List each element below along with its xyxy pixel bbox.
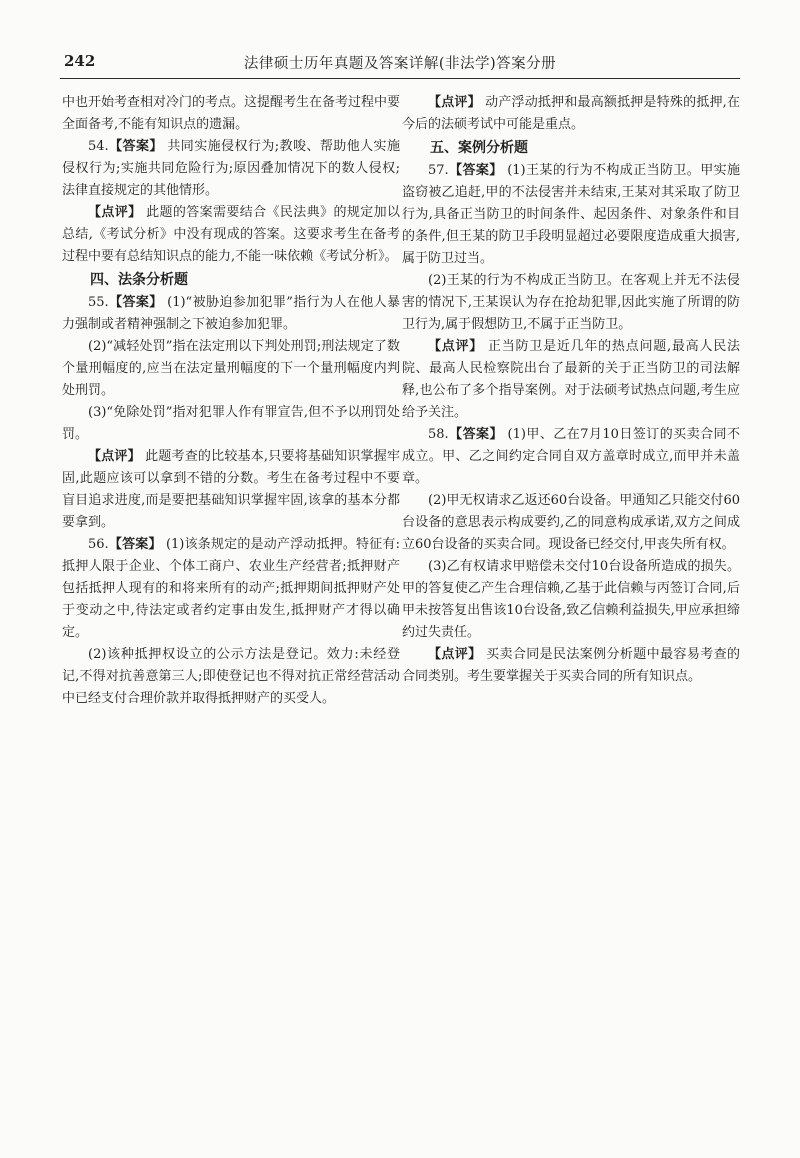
answer-54	[62, 136, 400, 202]
section-title-5: 五、案例分析题	[430, 140, 528, 156]
comment-text: 此题的答案需要结合《民法典》的规定加以总结,《考试分析》中没有现成的答案。这要求考生在备考过程中要有总结知识点的能力,不能一味依赖《考试分析》。	[62, 205, 400, 264]
header-rule	[60, 78, 740, 79]
left-column	[62, 92, 400, 710]
answer-tag: 【答案】	[108, 537, 162, 552]
answer-tag: 【答案】	[448, 163, 503, 178]
comment-tag: 【点评】	[428, 339, 484, 354]
answer-57	[402, 160, 740, 270]
answer-56-part-2: (2)该种抵押权设立的公示方法是登记。效力:未经登记,不得对抗善意第三人;即使登记也不得对抗正常经营活动中已经支付合理价款并取得抵押财产的买受人。	[62, 647, 400, 706]
question-number: 57.	[428, 163, 449, 178]
answer-58	[402, 424, 740, 490]
comment-text: 此题考查的比较基本,只要将基础知识掌握牢固,此题应该可以拿到不错的分数。考生在备考过程中不要盲目追求进度,而是要把基础知识掌握牢固,该拿的基本分都要拿到。	[62, 449, 400, 530]
comment-56	[402, 92, 740, 136]
question-number: 54.	[88, 139, 109, 154]
question-number: 56.	[88, 537, 109, 552]
running-title: 法律硕士历年真题及答案详解(非法学)答案分册	[243, 56, 557, 72]
answer-55-part-3: (3)“免除处罚”指对犯罪人作有罪宣告,但不予以刑罚处罚。	[62, 405, 400, 442]
page-number: 242	[64, 52, 96, 70]
question-number: 58.	[428, 427, 449, 442]
comment-text: 正当防卫是近几年的热点问题,最高人民法院、最高人民检察院出台了最新的关于正当防卫的司法解释,也公布了多个指导案例。对于法硕考试热点问题,考生应给予关注。	[402, 339, 740, 420]
comment-tag: 【点评】	[88, 449, 141, 464]
answer-text: (1)王某的行为不构成正当防卫。甲实施盗窃被乙追赶,甲的不法侵害并未结束,王某对其采取了防卫行为,具备正当防卫的时间条件、起因条件、对象条件和目的条件,但王某的防卫手段明显超过必要限度造成重大损害,属于防卫过当。	[402, 163, 740, 266]
paragraph: 中也开始考查相对冷门的考点。这提醒考生在备考过程中要全面备考,不能有知识点的遗漏。	[62, 95, 401, 132]
comment-55	[62, 446, 400, 534]
page-header	[60, 48, 740, 78]
comment-58	[402, 644, 740, 688]
answer-55	[62, 292, 400, 336]
comment-tag: 【点评】	[88, 205, 142, 220]
right-column	[402, 92, 740, 688]
answer-tag: 【答案】	[448, 427, 503, 442]
answer-tag: 【答案】	[108, 139, 163, 154]
answer-57-part-2: (2)王某的行为不构成正当防卫。在客观上并无不法侵害的情况下,王某误认为存在抢劫犯罪,因此实施了所谓的防卫行为,属于假想防卫,不属于正当防卫。	[402, 273, 740, 332]
comment-tag: 【点评】	[428, 647, 482, 662]
comment-57	[402, 336, 740, 424]
answer-55-part-2: (2)“减轻处罚”指在法定刑以下判处刑罚;刑法规定了数个量刑幅度的,应当在法定量刑幅度的下一个量刑幅度内判处刑罚。	[62, 339, 400, 398]
answer-text: (1)“被胁迫参加犯罪”指行为人在他人暴力强制或者精神强制之下被迫参加犯罪。	[62, 295, 400, 332]
answer-text: 共同实施侵权行为;教唆、帮助他人实施侵权行为;实施共同危险行为;原因叠加情况下的数人侵权;法律直接规定的其他情形。	[62, 139, 400, 198]
answer-56	[62, 534, 400, 644]
answer-58-part-3: (3)乙有权请求甲赔偿未交付10台设备所造成的损失。甲的答复使乙产生合理信赖,乙基于此信赖与丙签订合同,后甲未按答复出售该10台设备,致乙信赖利益损失,甲应承担缔约过失责任。	[402, 559, 740, 640]
comment-text: 动产浮动抵押和最高额抵押是特殊的抵押,在今后的法硕考试中可能是重点。	[402, 95, 740, 132]
answer-text: (1)甲、乙在7月10日签订的买卖合同不成立。甲、乙之间约定合同自双方盖章时成立,而甲并未盖章。	[402, 427, 740, 486]
comment-text: 买卖合同是民法案例分析题中最容易考查的合同类别。考生要掌握关于买卖合同的所有知识点。	[402, 647, 740, 684]
answer-text: (1)该条规定的是动产浮动抵押。特征有:抵押人限于企业、个体工商户、农业生产经营者;抵押财产包括抵押人现有的和将来所有的动产;抵押期间抵押财产处于变动之中,待法定或者约定事由发生,抵押财产才得以确定。	[62, 537, 400, 640]
question-number: 55.	[88, 295, 109, 310]
answer-58-part-2: (2)甲无权请求乙返还60台设备。甲通知乙只能交付60台设备的意思表示构成要约,乙的同意构成承诺,双方之间成立60台设备的买卖合同。现设备已经交付,甲丧失所有权。	[402, 493, 740, 552]
section-title-4: 四、法条分析题	[90, 272, 188, 288]
answer-tag: 【答案】	[108, 295, 163, 310]
comment-54	[62, 202, 400, 268]
comment-tag: 【点评】	[428, 95, 481, 110]
